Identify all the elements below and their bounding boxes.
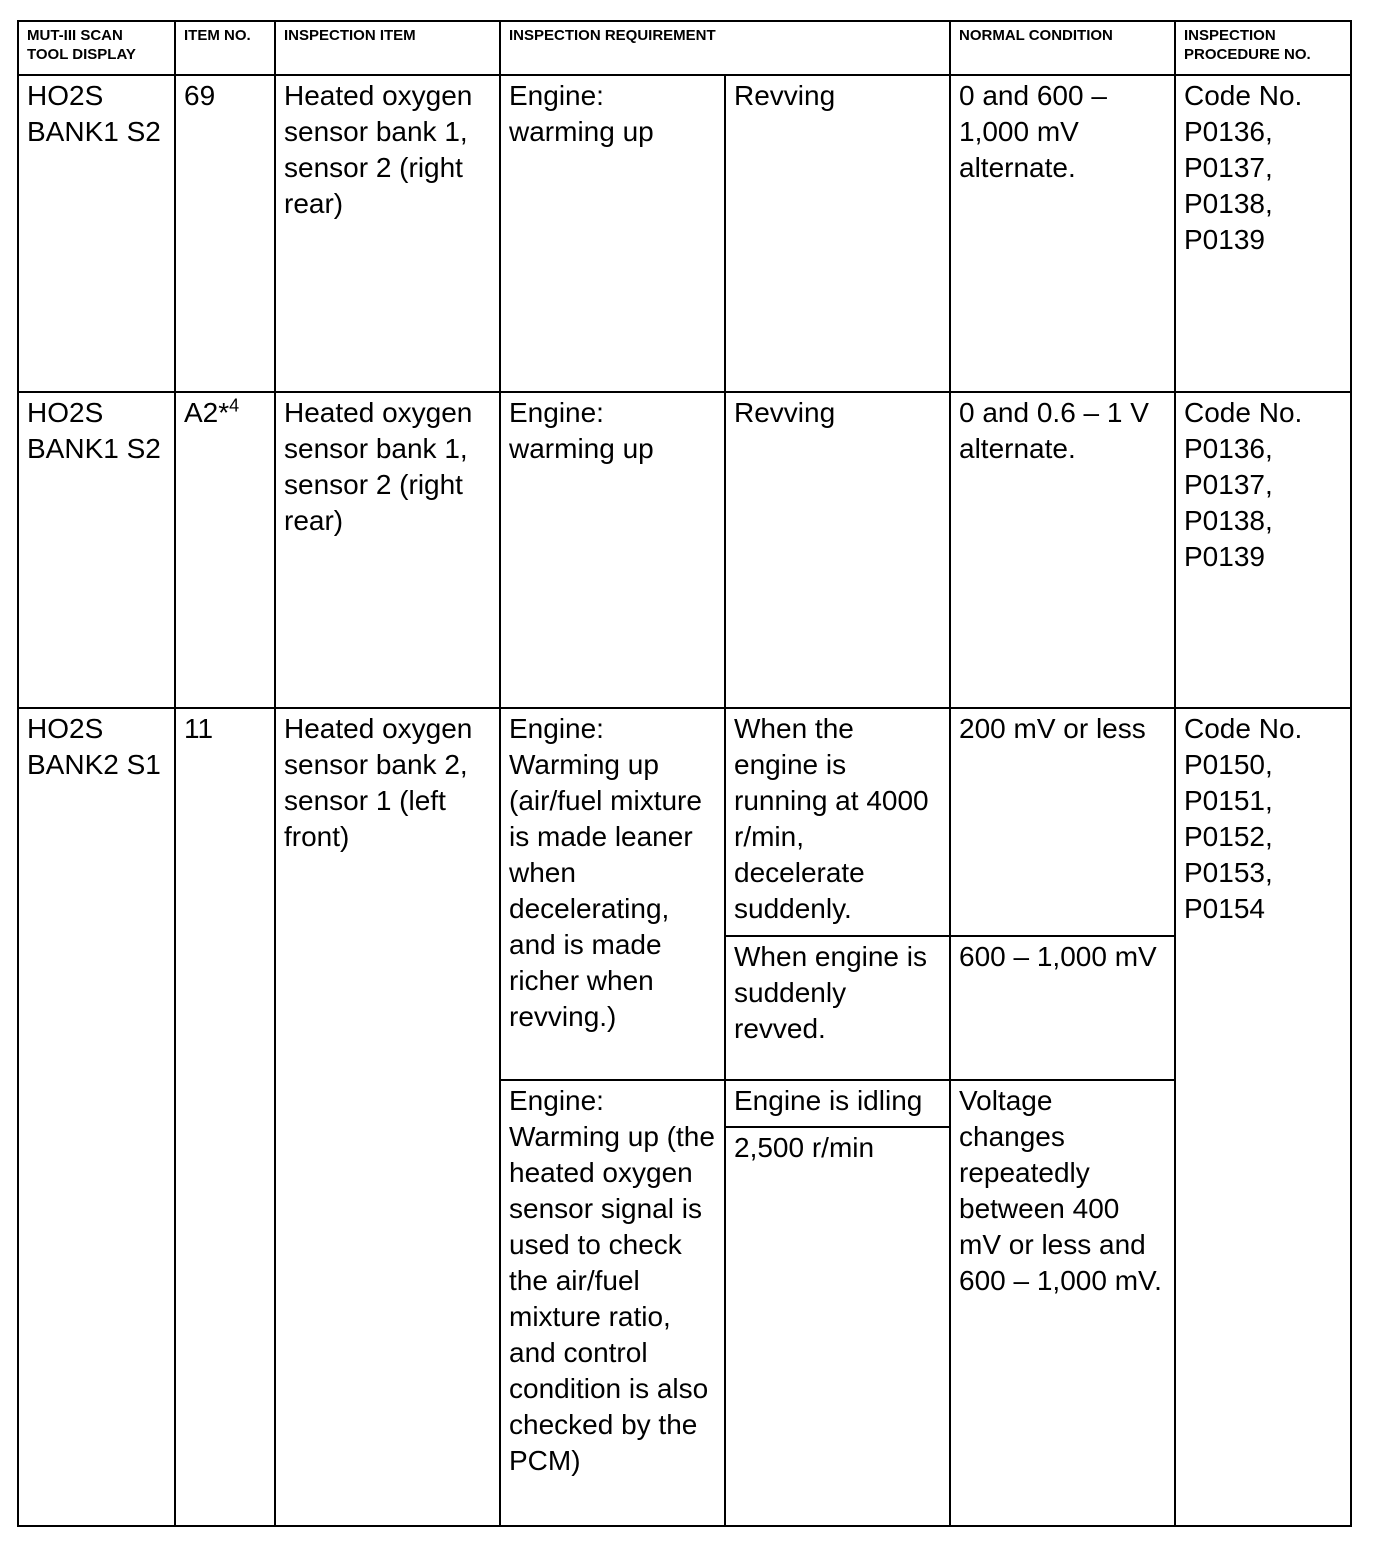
requirement-cell: Engine: warming up — [500, 75, 725, 392]
condition-cell: When the engine is running at 4000 r/min, decelerate suddenly. — [725, 708, 950, 936]
table-row — [18, 392, 1351, 708]
condition-cell-continued — [725, 1170, 950, 1526]
inspection-item-cell: Heated oxygen sensor bank 2, sensor 1 (left front) — [275, 708, 500, 1526]
header-inspection-item: INSPECTION ITEM — [275, 21, 500, 75]
requirement-cell: Engine: Warming up (air/fuel mixture is made leaner when decelerating, and is made richer when revving.) — [500, 708, 725, 1080]
condition-cell: Revving — [725, 75, 950, 392]
condition-cell: Engine is idling — [725, 1080, 950, 1127]
inspection-item-cell: Heated oxygen sensor bank 1, sensor 2 (right rear) — [275, 392, 500, 708]
normal-condition-cell: 600 – 1,000 mV — [950, 936, 1175, 1080]
normal-condition-cell: Voltage changes repeatedly between 400 mV or less and 600 – 1,000 mV. — [950, 1080, 1175, 1526]
condition-cell: When engine is suddenly revved. — [725, 936, 950, 1080]
scan-tool-display-cell: HO2S BANK1 S2 — [18, 392, 175, 708]
header-item-no: ITEM NO. — [175, 21, 275, 75]
normal-condition-cell: 0 and 600 – 1,000 mV alternate. — [950, 75, 1175, 392]
procedure-no-cell: Code No. P0150, P0151, P0152, P0153, P0154 — [1175, 708, 1351, 1526]
inspection-item-cell: Heated oxygen sensor bank 1, sensor 2 (right rear) — [275, 75, 500, 392]
requirement-cell: Engine: Warming up (the heated oxygen sensor signal is used to check the air/fuel mixture ratio, and control condition is also checked by the PCM) — [500, 1080, 725, 1526]
item-no-text: A2* — [184, 397, 230, 428]
inspection-table — [17, 20, 1352, 1527]
item-no-cell: 11 — [175, 708, 275, 1526]
header-scan-tool-display: MUT-III SCAN TOOL DISPLAY — [18, 21, 175, 75]
header-inspection-requirement: INSPECTION REQUIREMENT — [500, 21, 950, 75]
table-row — [18, 708, 1351, 936]
normal-condition-cell: 200 mV or less — [950, 708, 1175, 936]
item-no-cell — [175, 392, 275, 708]
table-row — [18, 75, 1351, 392]
header-row — [18, 21, 1351, 75]
condition-cell: 2,500 r/min — [725, 1127, 950, 1170]
requirement-cell: Engine: warming up — [500, 392, 725, 708]
header-inspection-procedure-no: INSPECTION PROCEDURE NO. — [1175, 21, 1351, 75]
procedure-no-cell: Code No. P0136, P0137, P0138, P0139 — [1175, 75, 1351, 392]
item-no-cell: 69 — [175, 75, 275, 392]
normal-condition-cell: 0 and 0.6 – 1 V alternate. — [950, 392, 1175, 708]
procedure-no-cell: Code No. P0136, P0137, P0138, P0139 — [1175, 392, 1351, 708]
condition-cell: Revving — [725, 392, 950, 708]
scan-tool-display-cell: HO2S BANK2 S1 — [18, 708, 175, 1526]
footnote-marker: 4 — [229, 395, 240, 416]
header-normal-condition: NORMAL CONDITION — [950, 21, 1175, 75]
scan-tool-display-cell: HO2S BANK1 S2 — [18, 75, 175, 392]
